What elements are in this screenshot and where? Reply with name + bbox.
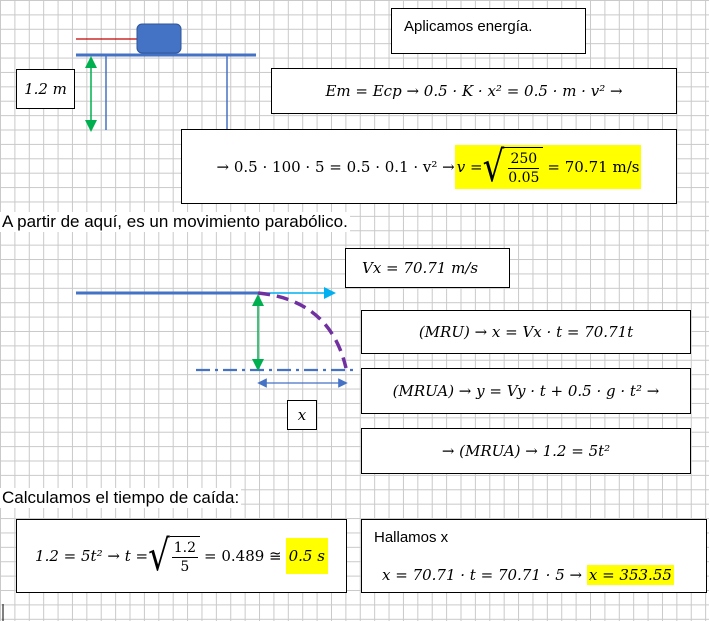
height-label: 1.2 m <box>24 80 67 98</box>
time-eq-box <box>16 519 347 593</box>
aplicamos-text: Aplicamos energía. <box>404 18 533 35</box>
time-sqrt-sign: √ $\frac{1.2}{5}$ <box>148 536 200 576</box>
hallamos-title: Hallamos x <box>374 529 449 546</box>
mru-box <box>361 310 691 354</box>
energy-fraction <box>506 150 541 187</box>
energy-equation-1: Em = Ecp → 0.5 · K · x² = 0.5 · m · v² → <box>325 82 623 100</box>
energy-fraction-num: 250 <box>510 150 538 167</box>
mru-equation: (MRU) → x = Vx · t = 70.71t <box>418 323 634 341</box>
time-equation-mid: = 0.489 ≅ <box>204 547 282 565</box>
trajectory-curve <box>258 293 346 368</box>
time-fraction <box>172 539 198 576</box>
block <box>137 24 181 53</box>
time-equation <box>35 531 328 581</box>
energy-fraction-den: 0.05 <box>508 169 540 186</box>
heading-parabolic: A partir de aquí, es un movimiento parabólico. <box>2 212 348 231</box>
aplicamos-box <box>391 8 586 54</box>
energy-equation-2-highlight <box>455 141 642 192</box>
hallamos-box <box>361 519 707 593</box>
mrua-equation-2: → (MRUA) → 1.2 = 5t² <box>441 442 611 460</box>
mrua-box-2 <box>361 428 691 474</box>
vx-box <box>345 248 510 288</box>
x-label-box <box>287 400 317 430</box>
energy-equation-2-v: v = <box>456 157 483 176</box>
energy-eq-box-2 <box>181 129 677 204</box>
x-equation <box>382 566 674 584</box>
time-result: 0.5 s <box>286 538 328 574</box>
energy-equation-2 <box>216 141 642 192</box>
energy-eq-box-1 <box>271 68 677 114</box>
mrua-equation-1: (MRUA) → y = Vy · t + 0.5 · g · t² → <box>392 382 660 400</box>
x-result: x = 353.55 <box>588 566 672 584</box>
sqrt-sign: √ $\frac{250}{0.05}$ <box>483 147 544 187</box>
vx-equation: Vx = 70.71 m/s <box>362 259 479 277</box>
time-fraction-num: 1.2 <box>173 540 196 556</box>
time-fraction-den: 5 <box>180 559 190 575</box>
mrua-box-1 <box>361 368 691 414</box>
energy-equation-2-prefix: → 0.5 · 100 · 5 = 0.5 · 0.1 · v² → <box>216 157 455 176</box>
time-equation-prefix: 1.2 = 5t² → t = <box>35 547 149 565</box>
heading-time: Calculamos el tiempo de caída: <box>2 488 240 507</box>
x-label: x <box>297 406 307 424</box>
height-label-box <box>16 69 75 109</box>
energy-equation-2-result: = 70.71 m/s <box>547 157 640 176</box>
x-equation-prefix: x = 70.71 · t = 70.71 · 5 → <box>382 566 583 584</box>
